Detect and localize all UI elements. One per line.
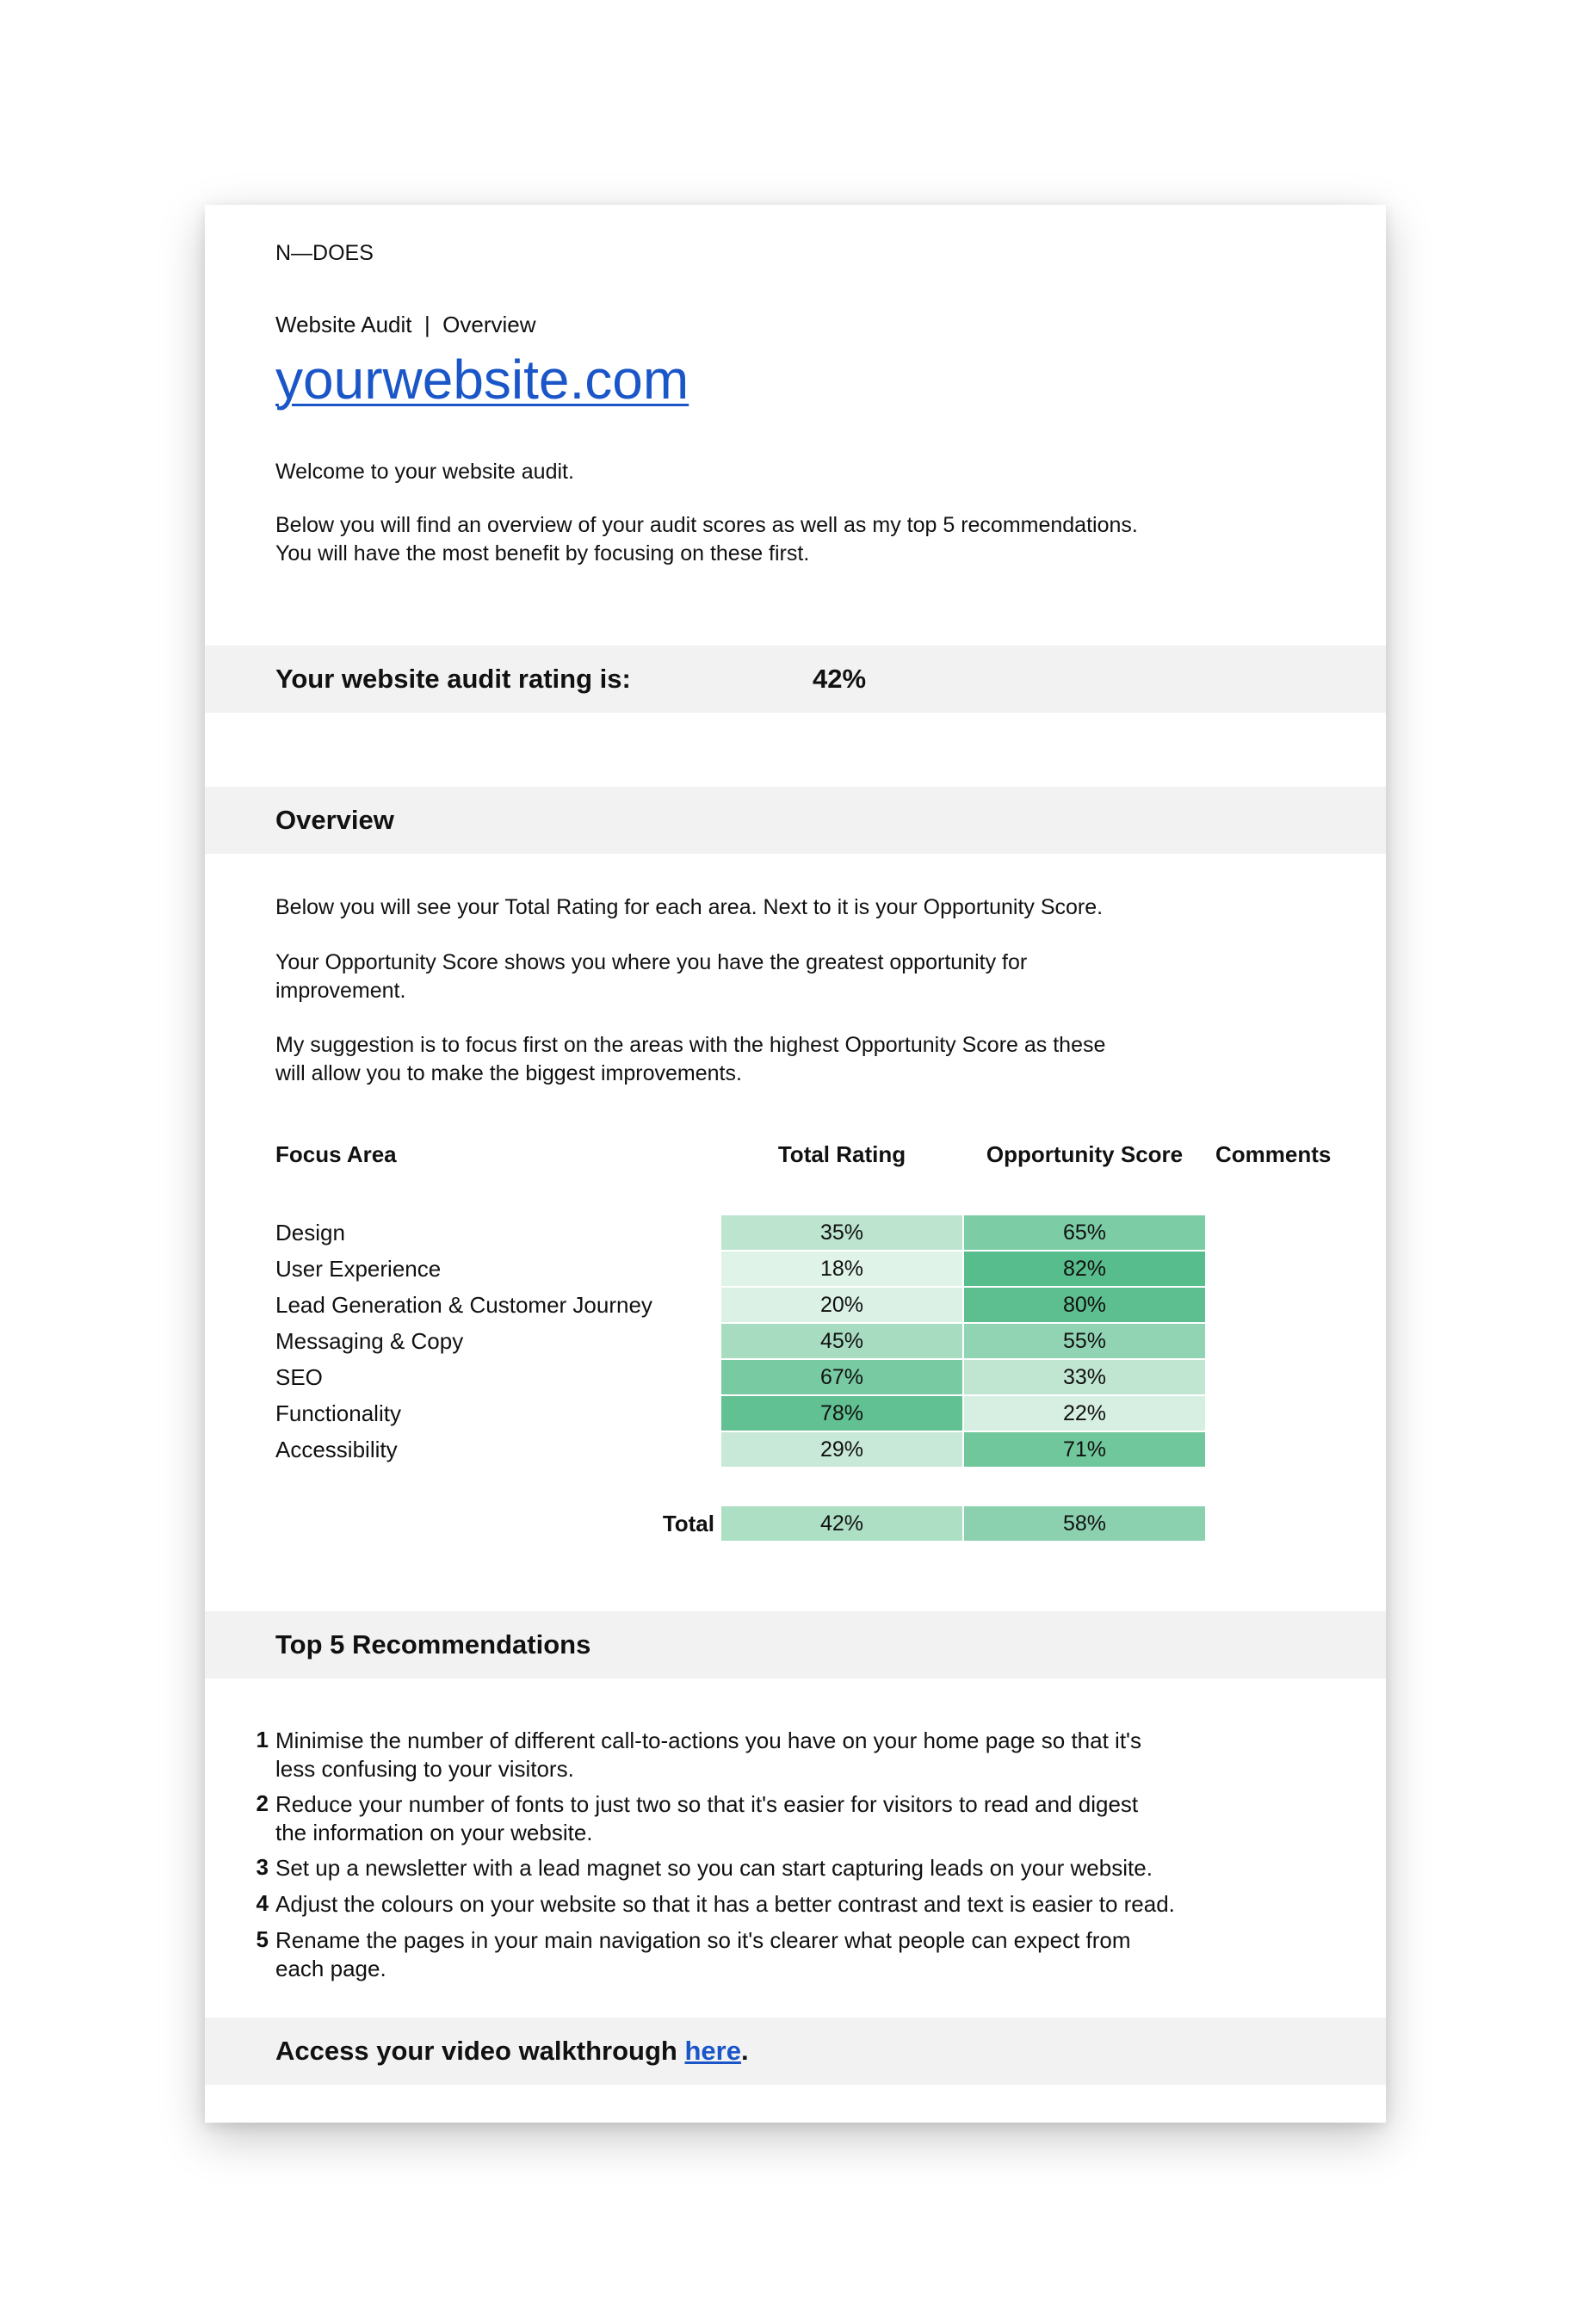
overview-p2-line-2: improvement. — [275, 979, 406, 1003]
recommendation-item — [275, 1890, 1222, 1919]
recommendation-line: each page. — [275, 1956, 386, 1981]
recommendation-line: the information on your website. — [275, 1820, 593, 1845]
total-rating-cell: 42% — [721, 1506, 962, 1541]
total-opportunity-cell: 58% — [964, 1506, 1205, 1541]
focus-area-label: Design — [275, 1220, 345, 1245]
opportunity-score-cell: 82% — [964, 1252, 1205, 1286]
header-focus-area: Focus Area — [275, 1141, 397, 1167]
recommendation-number: 3 — [256, 1854, 269, 1880]
breadcrumb: Website Audit | Overview — [275, 312, 536, 337]
overview-p2 — [275, 949, 1240, 1005]
overview-p2-line-1: Your Opportunity Score shows you where you have the greatest opportunity for — [275, 950, 1028, 974]
opportunity-score-cell: 65% — [964, 1215, 1205, 1250]
video-walkthrough-text — [275, 2018, 749, 2085]
overview-p1: Below you will see your Total Rating for each area. Next to it is your Opportunity Score. — [275, 895, 1104, 919]
website-link[interactable]: yourwebsite.com — [275, 349, 689, 411]
audit-document — [205, 205, 1386, 2123]
total-rating-cell: 29% — [721, 1432, 962, 1467]
recommendation-line: Set up a newsletter with a lead magnet so you can start capturing leads on your website. — [275, 1855, 1153, 1881]
opportunity-score-cell: 71% — [964, 1432, 1205, 1467]
header-comments: Comments — [1215, 1141, 1332, 1167]
intro-line-1: Below you will find an overview of your audit scores as well as my top 5 recommendations. — [275, 513, 1138, 537]
rating-band — [205, 646, 1386, 713]
overview-p3 — [275, 1031, 1240, 1088]
intro-line-2: You will have the most benefit by focusing on these first. — [275, 541, 810, 566]
opportunity-score-cell: 33% — [964, 1360, 1205, 1394]
opportunity-score-cell: 22% — [964, 1396, 1205, 1431]
rating-label: Your website audit rating is: — [275, 664, 631, 694]
total-rating-cell: 18% — [721, 1252, 962, 1286]
recommendation-line: less confusing to your visitors. — [275, 1756, 574, 1782]
cta-band — [205, 2018, 1386, 2085]
total-rating-cell: 45% — [721, 1324, 962, 1358]
overview-title: Overview — [275, 805, 394, 835]
recommendation-item — [275, 1926, 1222, 1983]
recommendation-item — [275, 1727, 1222, 1783]
recommendation-number: 5 — [256, 1926, 269, 1952]
welcome-text: Welcome to your website audit. — [275, 460, 574, 484]
recommendation-line: Minimise the number of different call-to-actions you have on your home page so that it's — [275, 1728, 1142, 1753]
cta-suffix: . — [740, 2036, 749, 2066]
opportunity-score-cell: 55% — [964, 1324, 1205, 1358]
header-opportunity-score: Opportunity Score — [986, 1141, 1184, 1167]
focus-area-label: Accessibility — [275, 1437, 398, 1462]
overview-p3-line-2: will allow you to make the biggest improvements. — [275, 1061, 742, 1085]
recommendations-band — [205, 1611, 1386, 1678]
cta-prefix: Access your video walkthrough — [275, 2036, 685, 2066]
recommendation-number: 4 — [256, 1890, 269, 1916]
recommendation-line: Adjust the colours on your website so that it has a better contrast and text is easier to read. — [275, 1891, 1175, 1917]
overview-p3-line-1: My suggestion is to focus first on the areas with the highest Opportunity Score as these — [275, 1033, 1106, 1057]
recommendations-title: Top 5 Recommendations — [275, 1629, 591, 1660]
rating-value: 42% — [813, 664, 867, 694]
intro-text — [275, 511, 1240, 568]
focus-area-label: SEO — [275, 1364, 323, 1390]
total-rating-cell: 78% — [721, 1396, 962, 1431]
total-rating-cell: 20% — [721, 1288, 962, 1322]
opportunity-score-cell: 80% — [964, 1288, 1205, 1322]
recommendation-number: 2 — [256, 1790, 269, 1816]
total-rating-cell: 35% — [721, 1215, 962, 1250]
overview-band — [205, 787, 1386, 854]
recommendation-item — [275, 1854, 1222, 1882]
recommendation-line: Rename the pages in your main navigation so it's clearer what people can expect from — [275, 1927, 1131, 1953]
total-rating-cell: 67% — [721, 1360, 962, 1394]
focus-area-label: Lead Generation & Customer Journey — [275, 1292, 652, 1318]
recommendation-number: 1 — [256, 1727, 269, 1752]
focus-area-label: User Experience — [275, 1256, 442, 1282]
focus-area-label: Messaging & Copy — [275, 1328, 464, 1354]
total-label: Total — [662, 1511, 714, 1536]
recommendation-item — [275, 1790, 1222, 1847]
recommendation-line: Reduce your number of fonts to just two so that it's easier for visitors to read and digest — [275, 1791, 1139, 1817]
video-walkthrough-link[interactable]: here — [684, 2036, 741, 2066]
focus-area-label: Functionality — [275, 1400, 401, 1426]
header-total-rating: Total Rating — [777, 1141, 906, 1167]
brand-name: N—DOES — [275, 241, 374, 265]
